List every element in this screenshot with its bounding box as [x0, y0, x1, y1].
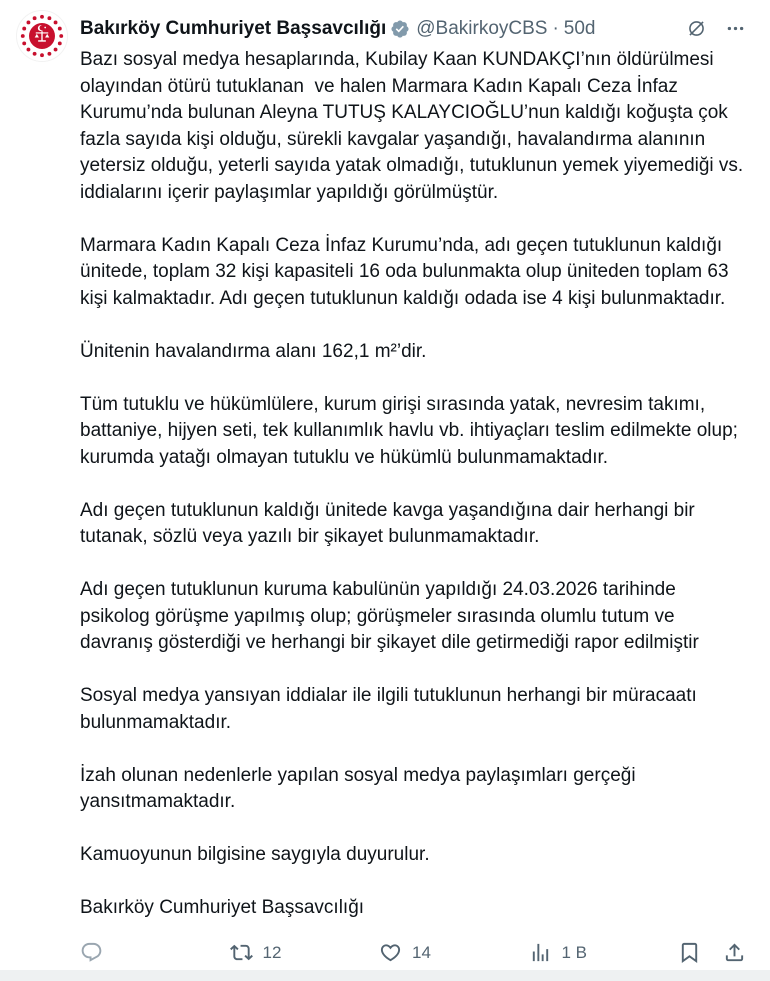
- avatar-column: [16, 10, 80, 976]
- grok-icon[interactable]: [686, 18, 707, 39]
- like-count: 14: [412, 942, 431, 962]
- tweet-text-paragraph: Adı geçen tutuklunun kaldığı ünitede kavga yaşandığına dair herhangi bir tutanak, sözlü veya yazılı bir şikayet bulunmamaktadır.: [80, 499, 701, 547]
- bookmark-icon[interactable]: [678, 941, 701, 964]
- repost-arrows-icon: [230, 941, 253, 964]
- more-options-icon[interactable]: [725, 18, 746, 39]
- tweet-text-paragraph: Adı geçen tutuklunun kuruma kabulünün yapıldığı 24.03.2026 tarihinde psikolog görüşme yapılmış olup; görüşmeler sırasında olumlu tutum ve davranış gösterdiği ve herhangi bir şikayet dile getirmediği rapor edilmiştir: [80, 579, 699, 653]
- tweet-text-paragraph: Kamuoyunun bilgisine saygıyla duyurulur.: [80, 844, 430, 865]
- meta-separator: ·: [552, 18, 559, 39]
- tweet-text-paragraph: Tüm tutuklu ve hükümlülere, kurum girişi sırasında yatak, nevresim takımı, battaniye, hijyen seti, tek kullanımlık havlu vb. ihtiyaçları teslim edilmekte olup; kurumda yatağı olmayan tutuklu ve hükümlü bulunmamaktadır.: [80, 393, 744, 468]
- verified-badge-icon: [390, 19, 410, 39]
- author-meta: [416, 16, 595, 41]
- views-button[interactable]: [529, 941, 679, 964]
- repost-count: 12: [262, 942, 282, 962]
- bar-chart-icon: [529, 941, 552, 964]
- tweet-text: [80, 47, 749, 922]
- bookmark-share-group: [678, 941, 746, 964]
- tweet-timestamp[interactable]: 50d: [563, 18, 596, 39]
- header-icons: [686, 18, 746, 39]
- like-button[interactable]: [379, 941, 529, 964]
- author-handle[interactable]: @BakirkoyCBS: [416, 18, 548, 39]
- turkish-justice-ministry-emblem-icon: [17, 11, 67, 61]
- tweet-text-paragraph: Sosyal medya yansıyan iddialar ile ilgili tutuklunun herhangi bir müracaatı bulunmamaktadır.: [80, 685, 703, 733]
- tweet-header: [80, 16, 746, 41]
- repost-button[interactable]: [230, 941, 380, 964]
- author-display-name[interactable]: Bakırköy Cumhuriyet Başsavcılığı: [80, 18, 387, 39]
- tweet-text-paragraph: Bakırköy Cumhuriyet Başsavcılığı: [80, 897, 365, 918]
- reply-button[interactable]: [80, 941, 230, 964]
- heart-icon: [379, 941, 402, 964]
- tweet-text-paragraph: Bazı sosyal medya hesaplarında, Kubilay Kaan KUNDAKÇI’nın öldürülmesi olayından ötürü tutuklanan ve halen Marmara Kadın Kapalı Ceza İnfaz Kurumu’nda bulunan Aleyna TUTUŞ KALAYCIOĞLU’nun kaldığı koğuşta çok fazla sayıda kişi olduğu, sürekli kavgalar yaşandığı, havalandırma alanının yetersiz olduğu, yeterli sayıda yatak olmadığı, tutuklunun yemek yiyemediği vs. iddialarını içerir paylaşımlar yapıldığı görülmüştür.: [80, 49, 749, 203]
- tweet-text-paragraph: İzah olunan nedenlerle yapılan sosyal medya paylaşımları gerçeği yansıtmamaktadır.: [80, 764, 641, 812]
- avatar[interactable]: [16, 10, 68, 62]
- tweet-text-paragraph: Marmara Kadın Kapalı Ceza İnfaz Kurumu’nda, adı geçen tutuklunun kaldığı ünitede, toplam 32 kişi kapasiteli 16 oda bulunmakta olup üniteden toplam 63 kişi kalmaktadır. Adı geçen tutuklunun kaldığı odada ise 4 kişi bulunmaktadır.: [80, 234, 734, 309]
- tweet-text-paragraph: Ünitenin havalandırma alanı 162,1 m²’dir.: [80, 340, 427, 362]
- page-divider-strip: [0, 970, 770, 981]
- tweet-action-bar: [80, 930, 746, 976]
- share-icon[interactable]: [723, 941, 746, 964]
- tweet-content: [80, 10, 749, 976]
- reply-bubble-icon: [80, 941, 103, 964]
- view-count: 1 B: [561, 942, 588, 962]
